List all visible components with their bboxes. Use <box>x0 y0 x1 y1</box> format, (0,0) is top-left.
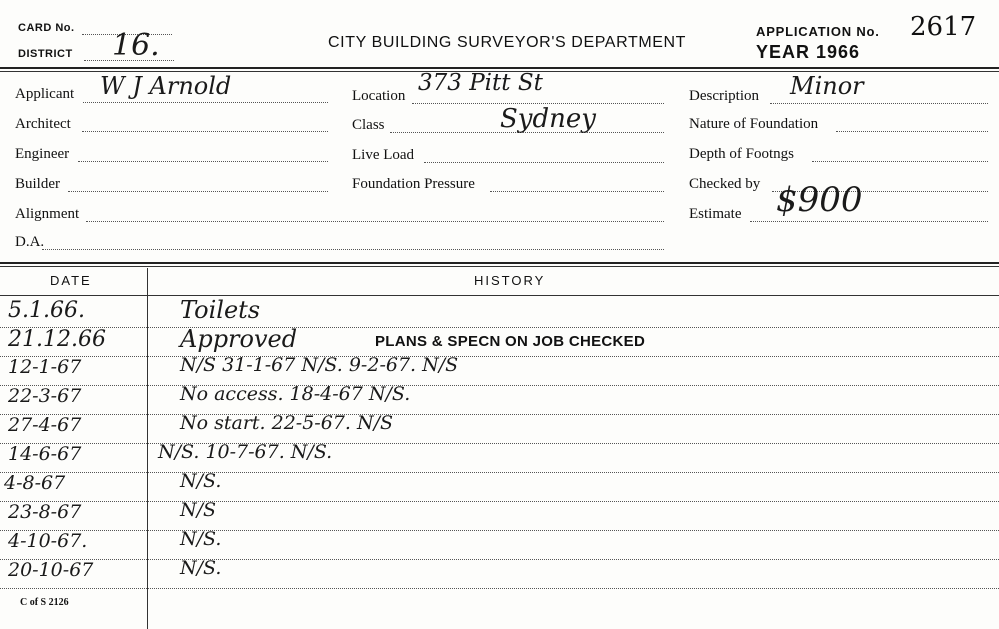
year-label: YEAR 1966 <box>756 42 861 62</box>
history-row-entry: No access. 18-4-67 N/S. <box>180 383 411 405</box>
architect-label: Architect <box>15 116 71 132</box>
header-rule <box>0 67 999 69</box>
history-top-rule <box>0 262 999 264</box>
history-row-line <box>0 443 999 444</box>
checked-by-label: Checked by <box>689 176 761 192</box>
applicant-label: Applicant <box>15 86 75 102</box>
history-row-entry: No start. 22-5-67. N/S <box>180 412 394 434</box>
foundation-pressure-line <box>490 191 664 192</box>
history-row-entry: N/S 31-1-67 N/S. 9-2-67. N/S <box>180 354 459 376</box>
history-row-line <box>0 501 999 502</box>
live-load-line <box>424 162 664 163</box>
history-row-line <box>0 414 999 415</box>
architect-line <box>82 131 328 132</box>
history-row-entry: N/S. <box>180 557 222 579</box>
history-row-date: 21.12.66 <box>8 327 106 352</box>
builder-line <box>68 191 328 192</box>
location-label: Location <box>352 88 406 104</box>
history-row-line <box>0 356 999 357</box>
history-row-entry: Approved <box>180 325 298 353</box>
history-row-entry: Toilets <box>180 296 261 324</box>
engineer-label: Engineer <box>15 146 70 162</box>
history-row-date: 22-3-67 <box>8 385 82 407</box>
history-row-date: 27-4-67 <box>8 414 82 436</box>
application-no-value: 2617 <box>910 12 977 42</box>
estimate-line <box>750 221 988 222</box>
history-row-entry: N/S. <box>180 470 222 492</box>
class-label: Class <box>352 117 385 133</box>
card-no-label: CARD No. <box>18 22 75 34</box>
application-no-label: APPLICATION No. <box>756 24 880 39</box>
estimate-label: Estimate <box>689 206 742 222</box>
history-row-date: 4-10-67. <box>8 530 88 552</box>
history-row-line <box>0 385 999 386</box>
depth-of-footings-line <box>812 161 988 162</box>
description-line <box>770 103 988 104</box>
history-row-date: 14-6-67 <box>8 443 82 465</box>
depth-of-footings-label: Depth of Footngs <box>689 146 794 162</box>
description-value: Minor <box>790 72 864 100</box>
nature-of-foundation-label: Nature of Foundation <box>689 116 819 132</box>
description-label: Description <box>689 88 759 104</box>
district-label: DISTRICT <box>18 48 73 60</box>
form-number: C of S 2126 <box>20 597 69 608</box>
history-row-line <box>0 588 999 589</box>
history-row-date: 23-8-67 <box>8 501 82 523</box>
history-row-stamp: PLANS & SPECN ON JOB CHECKED <box>375 333 646 350</box>
history-row-line <box>0 327 999 328</box>
history-row-date: 5.1.66. <box>8 298 85 323</box>
district-value: 16. <box>112 28 160 63</box>
location-value: 373 Pitt St <box>418 70 543 96</box>
date-column-divider <box>147 268 148 629</box>
engineer-line <box>78 161 328 162</box>
history-header-rule <box>0 295 999 296</box>
alignment-label: Alignment <box>15 206 80 222</box>
location-value-line2: Sydney <box>500 104 596 134</box>
alignment-line <box>86 221 664 222</box>
history-row-entry: N/S <box>180 499 217 521</box>
history-row-line <box>0 559 999 560</box>
history-row-entry: N/S. 10-7-67. N/S. <box>158 441 333 463</box>
history-row-date: 12-1-67 <box>8 356 82 378</box>
history-row-entry: N/S. <box>180 528 222 550</box>
history-column-header: HISTORY <box>474 273 546 288</box>
da-label: D.A. <box>15 234 45 250</box>
builder-label: Builder <box>15 176 60 192</box>
foundation-pressure-label: Foundation Pressure <box>352 176 475 192</box>
history-row-line <box>0 472 999 473</box>
history-top-rule-2 <box>0 266 999 267</box>
live-load-label: Live Load <box>352 147 415 163</box>
department-title: CITY BUILDING SURVEYOR'S DEPARTMENT <box>328 34 687 51</box>
history-row-date: 20-10-67 <box>8 559 94 581</box>
applicant-line <box>83 102 328 103</box>
history-row-line <box>0 530 999 531</box>
estimate-value: $900 <box>776 180 863 220</box>
history-row-date: 4-8-67 <box>4 472 66 494</box>
date-column-header: DATE <box>50 273 92 288</box>
nature-of-foundation-line <box>836 131 988 132</box>
applicant-value: W J Arnold <box>100 72 232 100</box>
da-line <box>42 249 664 250</box>
class-line <box>390 132 664 133</box>
